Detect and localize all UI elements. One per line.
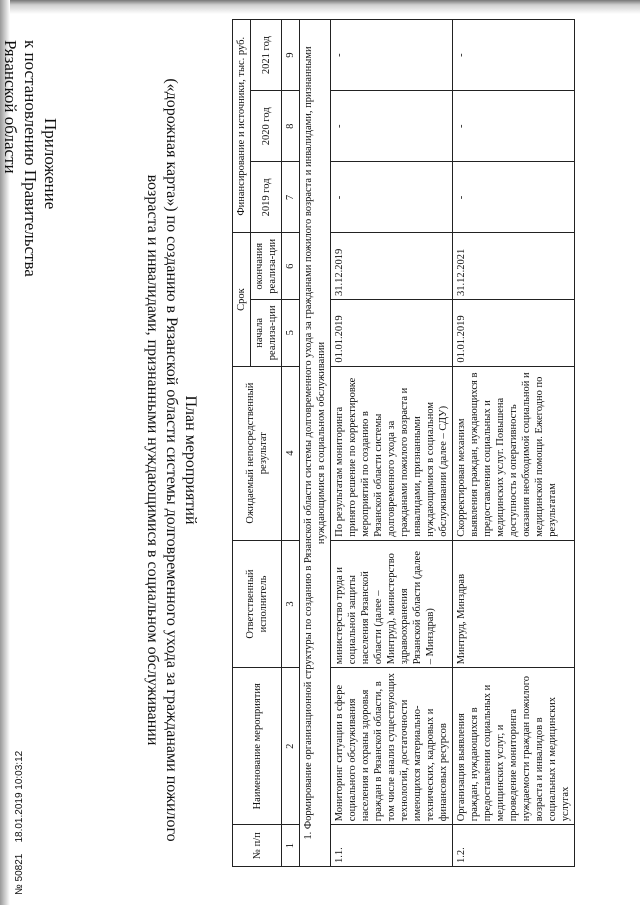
header-2021: 2021 год (251, 20, 282, 91)
document-title (143, 60, 200, 860)
header-start: начала реализа-ции (251, 300, 282, 367)
row-f2019: - (331, 162, 453, 233)
header-term: Срок (233, 233, 251, 366)
plan-table (232, 19, 575, 867)
col-number: 5 (282, 300, 300, 367)
header-2019: 2019 год (251, 162, 282, 233)
registration-stamp (14, 745, 40, 895)
table-row (453, 20, 575, 867)
row-start: 01.01.2019 (453, 300, 575, 367)
col-number: 1 (282, 825, 300, 867)
column-number-row (282, 20, 300, 867)
title-line: План мероприятий (182, 395, 199, 525)
row-f2021: - (331, 20, 453, 91)
row-end: 31.12.2021 (453, 233, 575, 300)
table-wrap (220, 0, 640, 905)
row-responsible: министерство труда и социальной защиты населения Рязанской области (далее – Минтруд), министерство здравоохранения Рязанской области (далее – Минздрав) (331, 540, 453, 668)
col-number: 4 (282, 366, 300, 540)
row-end: 31.12.2019 (331, 233, 453, 300)
row-f2021: - (453, 20, 575, 91)
header-num: № п/п (233, 825, 282, 867)
header-end: окончания реализа-ции (251, 233, 282, 300)
col-number: 3 (282, 540, 300, 668)
doc-timestamp: 18.01.2019 10:03:12 (14, 750, 25, 843)
row-f2020: - (331, 91, 453, 162)
row-f2019: - (453, 162, 575, 233)
row-f2020: - (453, 91, 575, 162)
appendix-line: к постановлению Правительства (21, 40, 40, 277)
appendix-line: Рязанской области (1, 40, 20, 174)
row-num: 1.2. (453, 825, 575, 867)
header-2020: 2020 год (251, 91, 282, 162)
section-heading: 1. Формирование организационной структуры по созданию в Рязанской области системы долговременного ухода за гражданами пожилого возраста и инвалидами, признанными нуждающимися в социальном обслуживании (300, 20, 331, 867)
col-number: 7 (282, 162, 300, 233)
row-name: Организация выявления граждан, нуждающихся в предоставлении социальных и медицинских услуг, и проведение мониторинга нуждаемости граждан пожилого возраста и инвалидов в социальных и медицинских услугах (453, 668, 575, 825)
appendix-line: Приложение (41, 118, 60, 210)
col-number: 9 (282, 20, 300, 91)
row-num: 1.1. (331, 825, 453, 867)
col-number: 2 (282, 668, 300, 825)
row-result: По результатам мониторинга принято решение по корректировке мероприятий по созданию в Рязанской области системы долговременного ухода за гражданами пожилого возраста и инвалидами, признанными нуждающимися в социальном обслуживании (далее – СДУ) (331, 366, 453, 540)
row-responsible: Минтруд, Минздрав (453, 540, 575, 668)
header-finance: Финансирование и источники, тыс. руб. (233, 20, 251, 234)
title-line: («дорожная карта») по созданию в Рязанской области системы долговременного ухода за гражданами пожилого (163, 78, 180, 842)
header-result: Ожидаемый непосредственный результат (233, 366, 282, 540)
title-line: возраста и инвалидами, признанными нуждающимися в социальном обслуживании (144, 174, 161, 746)
row-name: Мониторинг ситуации в сфере социального обслуживания населения и охраны здоровья граждан в Рязанской области, в том числе анализ существующих технологий, достаточности имеющихся материально-технических, кадровых и финансовых ресурсов (331, 668, 453, 825)
row-start: 01.01.2019 (331, 300, 453, 367)
row-result: Скорректирован механизм выявления граждан, нуждающихся в предоставлении социальных и медицинских услуг. Повышена доступность и оперативность оказания необходимой социальной и медицинской помощи. Ежегодно по результатам (453, 366, 575, 540)
col-number: 6 (282, 233, 300, 300)
col-number: 8 (282, 91, 300, 162)
doc-number: № 50821 (14, 853, 25, 895)
header-name: Наименование мероприятия (233, 668, 282, 825)
appendix-block (0, 40, 60, 300)
table-row (331, 20, 453, 867)
header-responsible: Ответственный исполнитель (233, 540, 282, 668)
